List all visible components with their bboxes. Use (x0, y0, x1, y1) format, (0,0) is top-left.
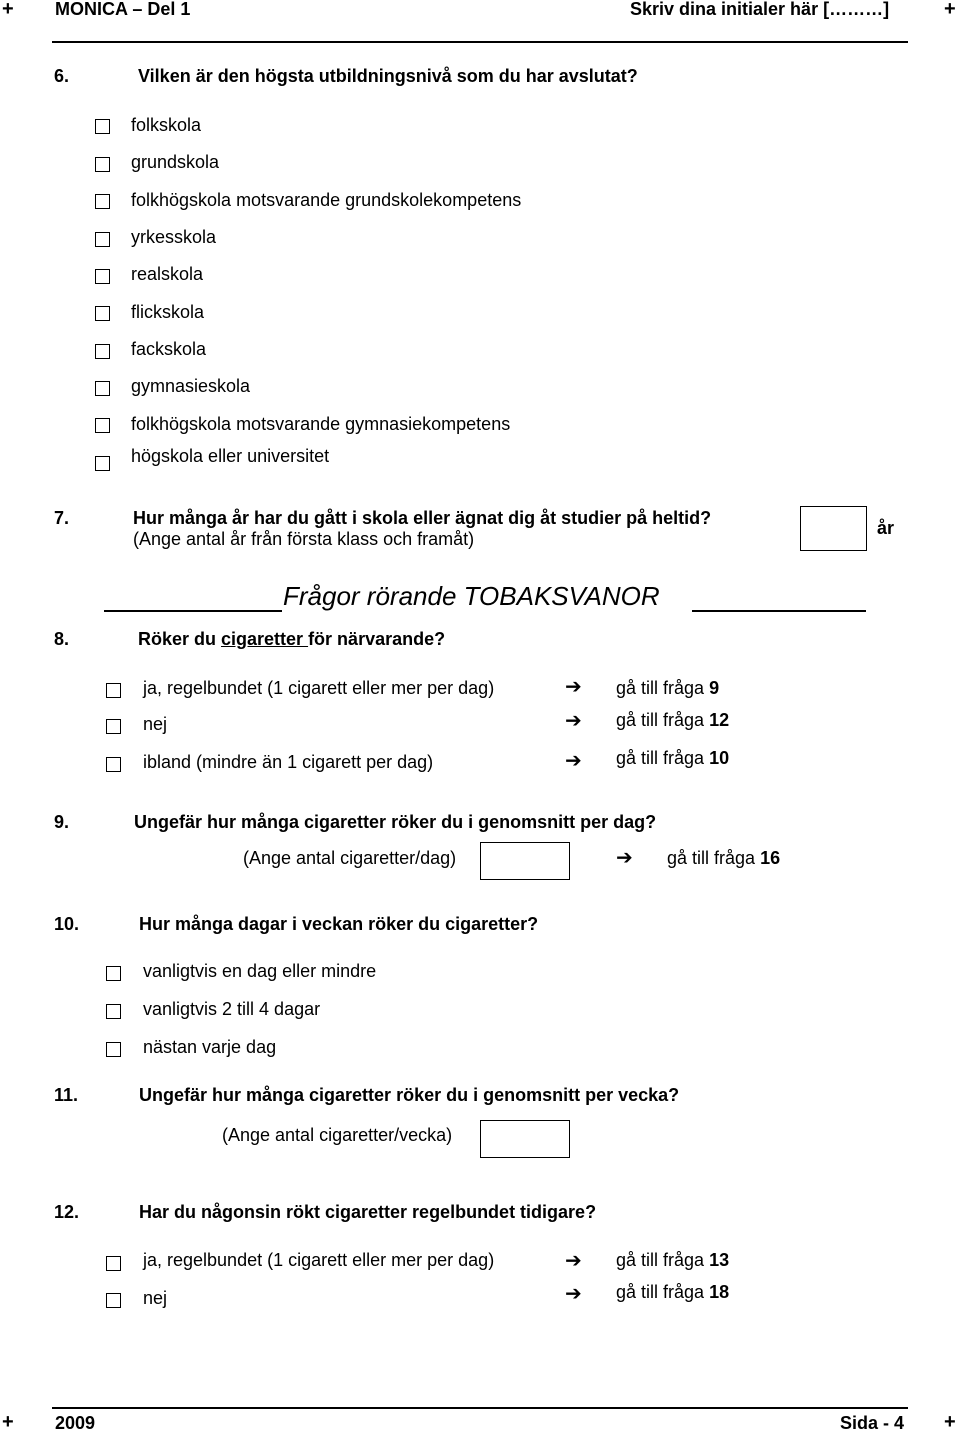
goto-text: gå till fråga (667, 848, 761, 868)
checkbox[interactable] (95, 194, 110, 209)
checkbox[interactable] (106, 966, 121, 981)
goto-text: gå till fråga (616, 1282, 710, 1302)
checkbox[interactable] (106, 1256, 121, 1271)
option-label: fackskola (131, 339, 207, 359)
crop-mark-plus: + (2, 1411, 14, 1433)
initials-prompt: Skriv dina initialer här [………] (630, 0, 890, 19)
option-label: folkhögskola motsvarande gymnasiekompetens (131, 414, 511, 434)
question-text: Vilken är den högsta utbildningsnivå som du har avslutat? (138, 66, 638, 86)
footer-rule (52, 1407, 908, 1409)
checkbox[interactable] (95, 344, 110, 359)
goto-text: gå till fråga (616, 748, 710, 768)
arrow-right-icon: ➔ (565, 710, 582, 732)
checkbox[interactable] (95, 381, 110, 396)
goto-text: gå till fråga (616, 678, 710, 698)
crop-mark-plus: + (944, 1411, 956, 1433)
crop-mark-plus: + (944, 0, 956, 20)
checkbox[interactable] (95, 157, 110, 172)
checkbox[interactable] (106, 683, 121, 698)
question-text-emphasis: cigaretter (221, 629, 309, 649)
goto-number: 16 (760, 848, 781, 868)
question-note: (Ange antal år från första klass och framåt) (133, 529, 475, 549)
question-text: Har du någonsin rökt cigaretter regelbundet tidigare? (139, 1202, 597, 1222)
question-number: 7. (54, 508, 70, 528)
section-rule-right (692, 610, 866, 612)
goto-instruction (616, 1282, 729, 1303)
goto-number: 13 (709, 1250, 730, 1270)
crop-mark-plus: + (2, 0, 14, 20)
option-label: nej (143, 714, 168, 734)
question-text: Ungefär hur många cigaretter röker du i genomsnitt per dag? (134, 812, 657, 832)
unit-label: år (877, 518, 895, 538)
option-label: ibland (mindre än 1 cigarett per dag) (143, 752, 434, 772)
arrow-right-icon: ➔ (565, 750, 582, 772)
goto-instruction (667, 848, 780, 869)
goto-number: 10 (709, 748, 730, 768)
question-note: (Ange antal cigaretter/dag) (243, 848, 457, 868)
question-note: (Ange antal cigaretter/vecka) (222, 1125, 453, 1145)
option-label: nej (143, 1288, 168, 1308)
section-title: Frågor rörande TOBAKSVANOR (283, 581, 660, 611)
option-label: ja, regelbundet (1 cigarett eller mer per dag) (143, 678, 495, 698)
option-label: flickskola (131, 302, 205, 322)
option-label: vanligtvis en dag eller mindre (143, 961, 377, 981)
option-label: högskola eller universitet (131, 446, 330, 466)
question-text-part: för närvarande? (308, 629, 446, 649)
checkbox[interactable] (95, 232, 110, 247)
option-label: folkhögskola motsvarande grundskolekompetens (131, 190, 522, 210)
option-label: vanligtvis 2 till 4 dagar (143, 999, 321, 1019)
option-label: realskola (131, 264, 204, 284)
footer-year: 2009 (55, 1413, 96, 1433)
arrow-right-icon: ➔ (565, 1283, 582, 1305)
goto-instruction (616, 1250, 729, 1271)
checkbox[interactable] (106, 719, 121, 734)
cigarettes-per-week-input[interactable] (480, 1120, 570, 1158)
question-number: 8. (54, 629, 70, 649)
checkbox[interactable] (95, 269, 110, 284)
question-number: 12. (54, 1202, 80, 1222)
question-text: Hur många år har du gått i skola eller ägnat dig åt studier på heltid? (133, 508, 712, 528)
checkbox[interactable] (95, 119, 110, 134)
page-number: Sida - 4 (840, 1413, 905, 1433)
header-rule (52, 41, 908, 43)
option-label: gymnasieskola (131, 376, 251, 396)
question-text-part: Röker du (138, 629, 222, 649)
goto-number: 12 (709, 710, 730, 730)
arrow-right-icon: ➔ (565, 1250, 582, 1272)
checkbox[interactable] (106, 757, 121, 772)
question-number: 11. (54, 1085, 79, 1105)
checkbox[interactable] (106, 1293, 121, 1308)
years-input-box[interactable] (800, 506, 867, 551)
checkbox[interactable] (95, 306, 110, 321)
option-label: nästan varje dag (143, 1037, 277, 1057)
checkbox[interactable] (95, 456, 110, 471)
section-rule-left (104, 610, 282, 612)
goto-instruction (616, 678, 719, 699)
form-title: MONICA – Del 1 (55, 0, 191, 19)
option-label: ja, regelbundet (1 cigarett eller mer per dag) (143, 1250, 495, 1270)
checkbox[interactable] (106, 1042, 121, 1057)
goto-instruction (616, 710, 729, 731)
option-label: grundskola (131, 152, 220, 172)
goto-text: gå till fråga (616, 710, 710, 730)
option-label: folkskola (131, 115, 202, 135)
goto-number: 18 (709, 1282, 730, 1302)
question-number: 10. (54, 914, 80, 934)
arrow-right-icon: ➔ (565, 676, 582, 698)
question-text: Hur många dagar i veckan röker du cigaretter? (139, 914, 539, 934)
checkbox[interactable] (95, 418, 110, 433)
cigarettes-per-day-input[interactable] (480, 842, 570, 880)
question-text: Ungefär hur många cigaretter röker du i genomsnitt per vecka? (139, 1085, 680, 1105)
checkbox[interactable] (106, 1004, 121, 1019)
option-label: yrkesskola (131, 227, 217, 247)
arrow-right-icon: ➔ (616, 847, 633, 869)
goto-text: gå till fråga (616, 1250, 710, 1270)
goto-instruction (616, 748, 729, 769)
question-number: 6. (54, 66, 70, 86)
question-number: 9. (54, 812, 70, 832)
question-text (138, 629, 445, 650)
goto-number: 9 (709, 678, 720, 698)
